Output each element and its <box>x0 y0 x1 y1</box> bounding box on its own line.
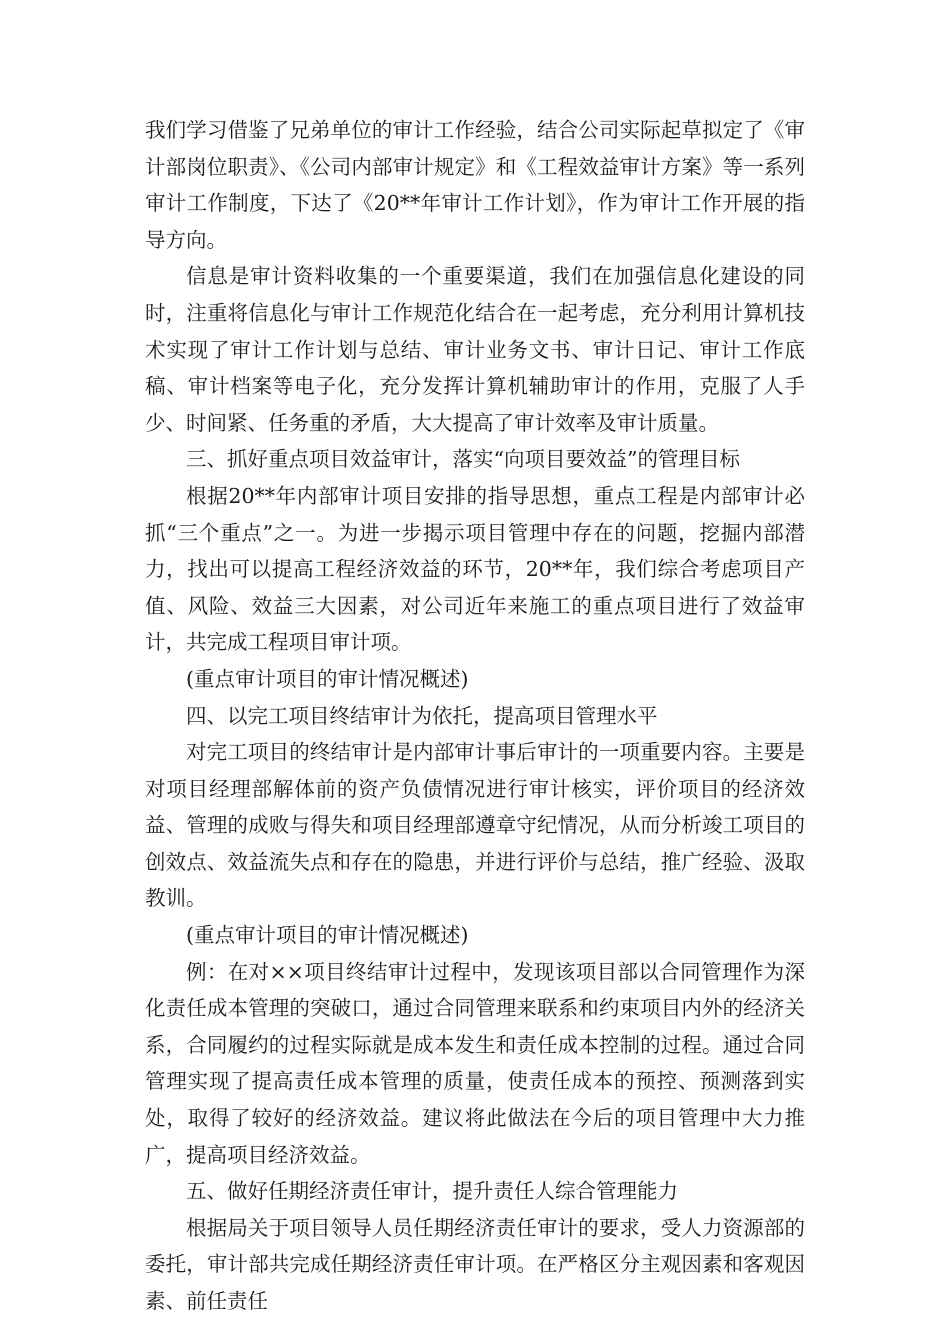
paragraph: 根据20**年内部审计项目安排的指导思想，重点工程是内部审计必抓“三个重点”之一。为进一步揭示项目管理中存在的问题，挖掘内部潜力，找出可以提高工程经济效益的环节，20**年，我们综合考虑项目产值、风险、效益三大因素，对公司近年来施工的重点项目进行了效益审计，共完成工程项目审计项。 <box>145 483 805 655</box>
placeholder-note: (重点审计项目的审计情况概述) <box>186 666 469 691</box>
example-paragraph: 例：在对××项目终结审计过程中，发现该项目部以合同管理作为深化责任成本管理的突破口，通过合同管理来联系和约束项目内外的经济关系，合同履约的过程实际就是成本发生和责任成本控制的过程。通过合同管理实现了提高责任成本管理的质量，使责任成本的预控、预测落到实处，取得了较好的经济效益。建议将此做法在今后的项目管理中大力推广，提高项目经济效益。 <box>145 959 805 1167</box>
paragraph: 对完工项目的终结审计是内部审计事后审计的一项重要内容。主要是对项目经理部解体前的资产负债情况进行审计核实，评价项目的经济效益、管理的成败与得失和项目经理部遵章守纪情况，从而分析竣工项目的创效点、效益流失点和存在的隐患，并进行评价与总结，推广经验、汲取教训。 <box>145 740 805 911</box>
section-heading: 三、抓好重点项目效益审计，落实“向项目要效益”的管理目标 <box>186 447 740 472</box>
paragraph-continuation: 我们学习借鉴了兄弟单位的审计工作经验，结合公司实际起草拟定了《审计部岗位职责》、《公司内部审计规定》和《工程效益审计方案》等一系列审计工作制度，下达了《20**年审计工作计划》，作为审计工作开展的指导方向。 <box>145 118 805 252</box>
section-heading: 五、做好任期经济责任审计，提升责任人综合管理能力 <box>186 1179 678 1204</box>
paragraph: 根据局关于项目领导人员任期经济责任审计的要求，受人力资源部的委托，审计部共完成任期经济责任审计项。在严格区分主观因素和客观因素、前任责任 <box>145 1215 805 1313</box>
document-body <box>145 112 805 1320</box>
section-heading: 四、以完工项目终结审计为依托，提高项目管理水平 <box>186 703 658 728</box>
placeholder-note: (重点审计项目的审计情况概述) <box>186 923 469 948</box>
paragraph: 信息是审计资料收集的一个重要渠道，我们在加强信息化建设的同时，注重将信息化与审计工作规范化结合在一起考虑，充分利用计算机技术实现了审计工作计划与总结、审计业务文书、审计日记、审计工作底稿、审计档案等电子化，充分发挥计算机辅助审计的作用，克服了人手少、时间紧、任务重的矛盾，大大提高了审计效率及审计质量。 <box>145 264 805 435</box>
